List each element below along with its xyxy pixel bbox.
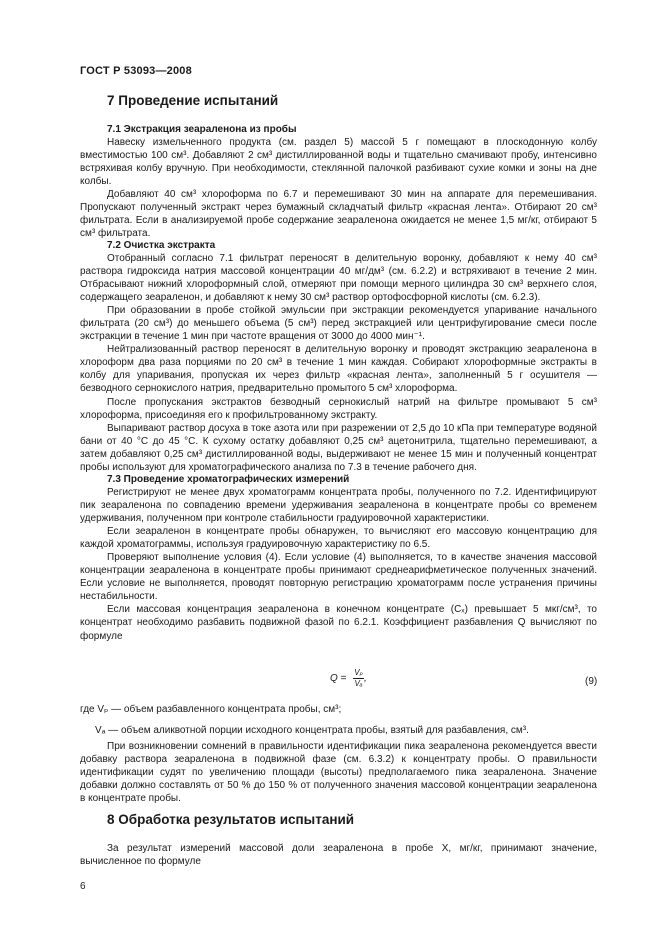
formula-9 <box>330 668 367 689</box>
legend-item: Vₐ — объем аликвотной порции исходного концентрата пробы, взятый для разбавления, см³. <box>95 725 529 736</box>
section-7-heading: 7 Проведение испытаний <box>107 93 279 108</box>
section-7-3-body <box>80 486 597 643</box>
paragraph: Если зеараленон в концентрате пробы обнаружен, то вычисляют его массовую концентрацию для каждой хроматограммы, используя градуировочную характеристику по 6.5. <box>80 526 597 551</box>
formula-tail: , <box>363 673 367 685</box>
section-7-1-body <box>80 136 597 240</box>
subsection-7-3-heading: 7.3 Проведение хроматографических измерений <box>107 474 350 485</box>
paragraph: Добавляют 40 см³ хлороформа по 6.7 и перемешивают 30 мин на аппарате для перемешивания. Пропускают полученный экстракт через бумажный складчатый фильтр «красная лента». Отбирают 20 см³ фильтрата. Если в анализируемой пробе содержание зеараленона ожидается не менее 1,5 мг/кг, отбирают 5 см³ фильтрата. <box>80 189 597 240</box>
paragraph: Регистрируют не менее двух хроматограмм концентрата пробы, полученного по 7.2. Идентифицируют пик зеараленона по совпадению времени удерживания зеараленона в концентрате пробы со временем удерживания, полученном при контроле стабильности градуировочной характеристики. <box>80 487 597 525</box>
formula-denominator: Vₐ <box>354 679 363 688</box>
section-8-heading: 8 Обработка результатов испытаний <box>107 812 355 827</box>
paragraph: Отобранный согласно 7.1 фильтрат переносят в делительную воронку, добавляют к нему 40 см³ раствора гидроксида натрия массовой концентрации 40 мг/дм³ (см. 6.2.2) и встряхивают в течение 2 мин. Отбрасывают нижний хлороформный слой, отмеряют при помощи мерного цилиндра 30 см³ верхнего слоя, содержащего зеараленон, и добавляют к нему 30 см³ раствор ортофосфорной кислоты (см. 6.2.3). <box>80 253 597 304</box>
section-7-3-body-continued <box>80 740 597 805</box>
formula-numerator: Vₚ <box>354 668 363 677</box>
formula-legend <box>80 703 597 745</box>
paragraph: Если массовая концентрация зеараленона в конечном концентрате (Cₓ) превышает 5 мкг/см³, то концентрат необходимо разбавить подвижной фазой по 6.2.1. Коэффициент разбавления Q вычисляют по формуле <box>80 604 597 642</box>
paragraph: Навеску измельченного продукта (см. раздел 5) массой 5 г помещают в плоскодонную колбу вместимостью 100 см³. Добавляют 2 см³ дистиллированной воды и тщательно смачивают пробу, интенсивно встряхивая колбу вручную. При необходимости, стеклянной палочкой разбивают сухие комки и зоны на дне колбы. <box>80 137 597 188</box>
formula-lhs: Q = <box>330 673 347 685</box>
page-number: 6 <box>80 881 86 892</box>
paragraph: За результат измерений массовой доли зеараленона в пробе X, мг/кг, принимают значение, вычисленное по формуле <box>80 843 597 868</box>
section-8-body <box>80 842 597 868</box>
paragraph: Выпаривают раствор досуха в токе азота или при разрежении от 2,5 до 10 кПа при температуре водяной бани от 40 °С до 45 °С. К сухому остатку добавляют 0,25 см³ ацетонитрила, тщательно перемешивают, а затем добавляют 0,25 см³ дистиллированной воды, выдерживают не менее 15 мин и полученный концентрат пробы используют для хроматографического анализа по 7.3 в течение рабочего дня. <box>80 422 597 473</box>
paragraph: При возникновении сомнений в правильности идентификации пика зеараленона рекомендуется ввести добавку раствора зеараленона в подвижной фазе (см. 6.3.2) к концентрату пробы. О правильности идентификации судят по увеличению площади (высоты) предполагаемого пика зеараленона. Значение добавки должно составлять от 50 % до 150 % от полученного значения массовой концентрации зеараленона в концентрате пробы. <box>80 741 597 805</box>
subsection-7-2-heading: 7.2 Очистка экстракта <box>107 240 216 251</box>
paragraph: После пропускания экстрактов безводный сернокислый натрий на фильтре промывают 5 см³ хлороформа, присоединяя его к профильтрованному экстракту. <box>80 396 597 421</box>
paragraph: При образовании в пробе стойкой эмульсии при экстракции рекомендуется упаривание начального фильтрата (20 см³) до меньшего объема (5 см³) перед экстракцией или центрифугирование смеси после экстракции в течение 1 мин при частоте вращения от 3000 до 4000 мин⁻¹. <box>80 305 597 343</box>
standard-header: ГОСТ Р 53093—2008 <box>80 65 192 77</box>
subsection-7-1-heading: 7.1 Экстракция зеараленона из пробы <box>107 124 297 135</box>
formula-number: (9) <box>585 676 598 687</box>
paragraph: Нейтрализованный раствор переносят в делительную воронку и проводят экстракцию зеараленона в хлороформ два раза порциями по 20 см³ в течение 1 мин каждая. Собирают хлороформные экстракты в колбу для упаривания, пропуская их через фильтр «красная лента», заполненный 5 г осушителя — безводного сернокислого натрия, предварительно промытого 5 см³ хлороформа. <box>80 344 597 395</box>
section-7-2-body <box>80 252 597 474</box>
legend-item: где Vₚ — объем разбавленного концентрата пробы, см³; <box>80 704 342 715</box>
paragraph: Проверяют выполнение условия (4). Если условие (4) выполняется, то в качестве значения массовой концентрации зеараленона в концентрате пробы принимают среднеарифметическое полученных значений. Если условие не выполняется, проводят повторную регистрацию хроматограмм после устранения причины нестабильности. <box>80 552 597 603</box>
formula-fraction <box>353 668 364 689</box>
